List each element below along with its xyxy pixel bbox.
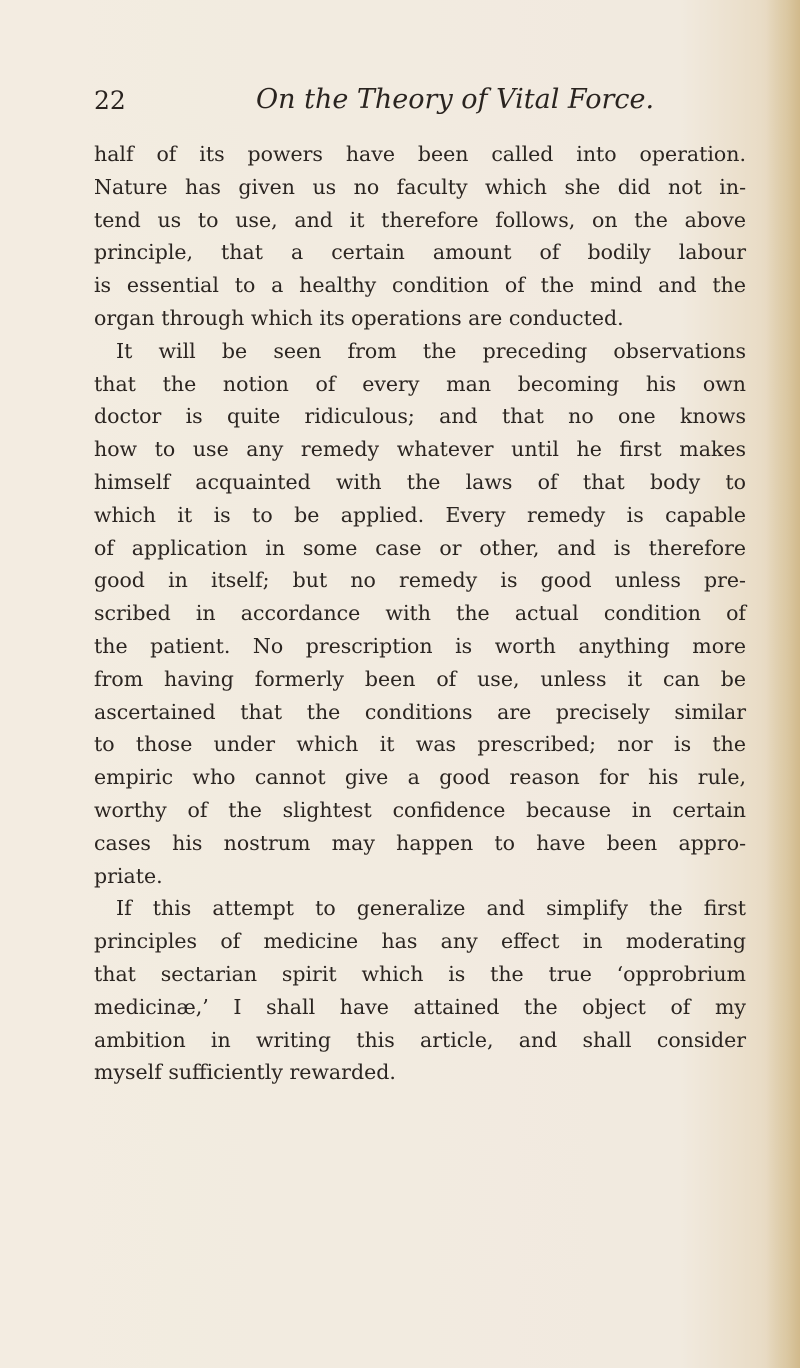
text-line: organ through which its operations are conducted.	[94, 305, 624, 330]
text-line: empiric who cannot give a good reason for his rule,	[94, 765, 746, 790]
text-line: ambition in writing this article, and shall consider	[94, 1027, 746, 1052]
text-line: from having formerly been of use, unless it can be	[94, 666, 746, 691]
text-line: that the notion of every man becoming his own	[94, 371, 746, 396]
text-line: worthy of the slightest confidence because in certain	[94, 797, 746, 822]
text-line: If this attempt to generalize and simplify the first	[116, 896, 746, 921]
text-line: which it is to be applied. Every remedy is capable	[94, 502, 746, 527]
text-line: principles of medicine has any effect in moderating	[94, 929, 746, 954]
text-line: priate.	[94, 863, 163, 888]
text-line: good in itself; but no remedy is good unless pre-	[94, 568, 746, 593]
text-line: myself sufficiently rewarded.	[94, 1060, 396, 1085]
text-line: tend us to use, and it therefore follows, on the above	[94, 207, 746, 232]
text-line: the patient. No prescription is worth anything more	[94, 633, 746, 658]
text-line: half of its powers have been called into operation.	[94, 142, 746, 166]
text-line: himself acquainted with the laws of that body to	[94, 469, 746, 494]
body-text	[94, 138, 746, 1089]
page-edge-stain	[766, 0, 800, 1368]
text-line: to those under which it was prescribed; nor is the	[94, 732, 746, 757]
running-header	[94, 80, 744, 130]
text-line: doctor is quite ridiculous; and that no one knows	[94, 404, 746, 429]
text-line: medicinæ,’ I shall have attained the object of my	[94, 994, 746, 1019]
text-line: ascertained that the conditions are precisely similar	[94, 699, 746, 724]
text-line: Nature has given us no faculty which she did not in-	[94, 174, 746, 199]
running-title: On the Theory of Vital Force.	[256, 84, 655, 115]
page-number: 22	[94, 86, 126, 115]
text-line: how to use any remedy whatever until he first makes	[94, 437, 746, 462]
text-line: scribed in accordance with the actual condition of	[94, 601, 746, 626]
text-line: principle, that a certain amount of bodily labour	[94, 240, 746, 265]
text-line: of application in some case or other, and is therefore	[94, 535, 746, 560]
text-line: that sectarian spirit which is the true ‘opprobrium	[94, 961, 746, 986]
text-line: It will be seen from the preceding observations	[116, 338, 746, 363]
text-line: cases his nostrum may happen to have been appro-	[94, 830, 746, 855]
text-line: is essential to a healthy condition of the mind and the	[94, 273, 746, 298]
